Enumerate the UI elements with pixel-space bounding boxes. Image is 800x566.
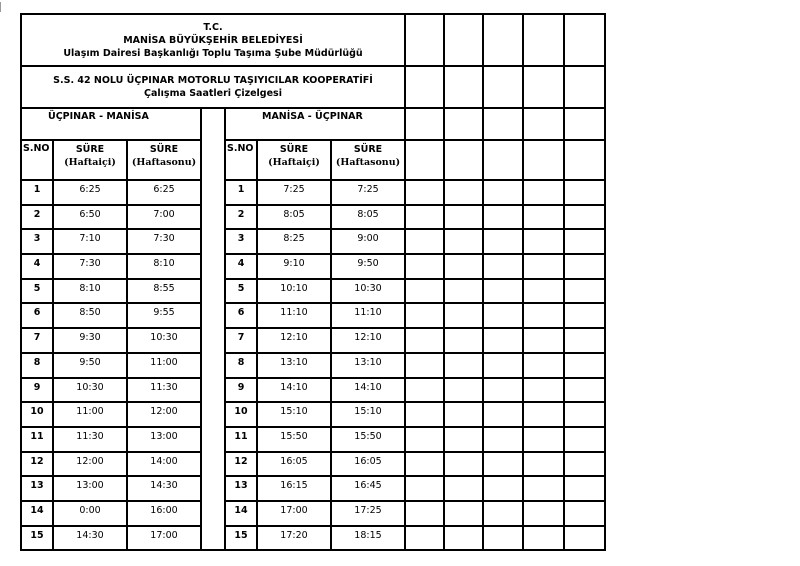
empty-cell	[484, 230, 524, 255]
empty-cell	[524, 141, 565, 181]
right-weekend-time: 15:10	[332, 403, 406, 428]
empty-cell	[406, 453, 445, 478]
sure-label: SÜRE	[279, 144, 309, 155]
right-row-number: 5	[226, 280, 258, 305]
right-weekday-time: 10:10	[258, 280, 332, 305]
right-weekend-time: 16:45	[332, 477, 406, 502]
left-row-number: 8	[22, 354, 54, 379]
left-row-number: 15	[22, 527, 54, 552]
left-weekday-time: 6:50	[54, 206, 128, 231]
left-row-number: 9	[22, 379, 54, 404]
empty-cell	[484, 15, 524, 67]
empty-cell	[445, 230, 484, 255]
empty-cell	[565, 255, 606, 280]
left-weekday-time: 9:30	[54, 329, 128, 354]
empty-cell	[406, 428, 445, 453]
empty-cell	[484, 502, 524, 527]
right-weekday-time: 14:10	[258, 379, 332, 404]
empty-cell	[484, 67, 524, 109]
empty-cell	[565, 67, 606, 109]
empty-cell	[484, 527, 524, 552]
right-weekend-time: 18:15	[332, 527, 406, 552]
empty-cell	[524, 181, 565, 206]
right-weekend-time: 9:50	[332, 255, 406, 280]
right-weekend-time: 17:25	[332, 502, 406, 527]
table-gap	[202, 304, 226, 329]
empty-cell	[524, 329, 565, 354]
empty-cell	[565, 15, 606, 67]
right-weekday-time: 17:00	[258, 502, 332, 527]
page-edge-mark	[0, 2, 1, 12]
empty-cell	[445, 379, 484, 404]
empty-cell	[445, 502, 484, 527]
left-row-number: 2	[22, 206, 54, 231]
empty-cell	[406, 329, 445, 354]
empty-cell	[484, 428, 524, 453]
right-row-number: 12	[226, 453, 258, 478]
empty-cell	[406, 230, 445, 255]
empty-cell	[484, 280, 524, 305]
table-gap	[202, 502, 226, 527]
empty-cell	[406, 379, 445, 404]
empty-cell	[406, 527, 445, 552]
empty-cell	[406, 141, 445, 181]
cooperative-name: S.S. 42 NOLU ÜÇPINAR MOTORLU TAŞIYICILAR KOOPERATİFİ	[53, 75, 373, 86]
left-weekday-time: 12:00	[54, 453, 128, 478]
weekday-header-left	[54, 141, 128, 181]
right-row-number: 8	[226, 354, 258, 379]
empty-cell	[445, 304, 484, 329]
right-weekday-time: 12:10	[258, 329, 332, 354]
empty-cell	[484, 109, 524, 141]
left-row-number: 6	[22, 304, 54, 329]
left-weekend-time: 8:10	[128, 255, 202, 280]
empty-cell	[484, 329, 524, 354]
left-row-number: 12	[22, 453, 54, 478]
table-gap	[202, 255, 226, 280]
left-weekday-time: 14:30	[54, 527, 128, 552]
empty-cell	[565, 206, 606, 231]
left-weekday-time: 0:00	[54, 502, 128, 527]
left-row-number: 13	[22, 477, 54, 502]
weekday-label: (Haftaiçi)	[268, 157, 320, 168]
left-weekday-time: 9:50	[54, 354, 128, 379]
empty-cell	[406, 354, 445, 379]
sure-label: SÜRE	[353, 144, 383, 155]
weekend-header-right	[332, 141, 406, 181]
empty-cell	[565, 453, 606, 478]
empty-cell	[445, 67, 484, 109]
left-row-number: 14	[22, 502, 54, 527]
left-row-number: 11	[22, 428, 54, 453]
left-weekend-time: 14:30	[128, 477, 202, 502]
empty-cell	[445, 477, 484, 502]
empty-cell	[524, 67, 565, 109]
right-weekend-time: 12:10	[332, 329, 406, 354]
schedule-title: Çalışma Saatleri Çizelgesi	[144, 88, 282, 99]
table-gap	[202, 453, 226, 478]
left-weekend-time: 11:00	[128, 354, 202, 379]
right-row-number: 2	[226, 206, 258, 231]
left-weekday-time: 13:00	[54, 477, 128, 502]
weekend-label: (Haftasonu)	[335, 157, 401, 168]
right-weekday-time: 7:25	[258, 181, 332, 206]
right-row-number: 10	[226, 403, 258, 428]
right-weekend-time: 15:50	[332, 428, 406, 453]
right-row-number: 9	[226, 379, 258, 404]
right-weekday-time: 13:10	[258, 354, 332, 379]
weekday-label: (Haftaiçi)	[64, 157, 116, 168]
route-right-title: MANİSA - ÜÇPINAR	[226, 109, 406, 141]
right-weekend-time: 13:10	[332, 354, 406, 379]
right-weekday-time: 15:10	[258, 403, 332, 428]
right-weekday-time: 15:50	[258, 428, 332, 453]
empty-cell	[524, 109, 565, 141]
left-weekday-time: 6:25	[54, 181, 128, 206]
empty-cell	[484, 403, 524, 428]
empty-cell	[524, 280, 565, 305]
empty-cell	[565, 230, 606, 255]
left-weekday-time: 8:10	[54, 280, 128, 305]
right-weekday-time: 8:05	[258, 206, 332, 231]
left-weekend-time: 16:00	[128, 502, 202, 527]
empty-cell	[484, 453, 524, 478]
empty-cell	[406, 304, 445, 329]
right-weekend-time: 10:30	[332, 280, 406, 305]
table-gap	[202, 527, 226, 552]
title-line-2: MANİSA BÜYÜKŞEHİR BELEDİYESİ	[123, 34, 303, 46]
empty-cell	[445, 206, 484, 231]
empty-cell	[524, 477, 565, 502]
empty-cell	[524, 527, 565, 552]
sure-label: SÜRE	[75, 144, 105, 155]
left-weekend-time: 9:55	[128, 304, 202, 329]
left-weekend-time: 10:30	[128, 329, 202, 354]
right-row-number: 1	[226, 181, 258, 206]
sno-header-right: S.NO	[226, 141, 258, 181]
empty-cell	[484, 181, 524, 206]
empty-cell	[406, 255, 445, 280]
table-gap	[202, 109, 226, 141]
table-gap	[202, 181, 226, 206]
empty-cell	[406, 67, 445, 109]
title-line-1: T.C.	[203, 21, 223, 33]
left-weekday-time: 10:30	[54, 379, 128, 404]
left-weekday-time: 8:50	[54, 304, 128, 329]
sno-header-left: S.NO	[22, 141, 54, 181]
empty-cell	[565, 428, 606, 453]
right-weekday-time: 17:20	[258, 527, 332, 552]
empty-cell	[445, 527, 484, 552]
empty-cell	[406, 403, 445, 428]
right-row-number: 3	[226, 230, 258, 255]
empty-cell	[445, 453, 484, 478]
right-weekday-time: 9:10	[258, 255, 332, 280]
right-row-number: 6	[226, 304, 258, 329]
right-row-number: 14	[226, 502, 258, 527]
empty-cell	[565, 109, 606, 141]
table-gap	[202, 428, 226, 453]
right-row-number: 4	[226, 255, 258, 280]
empty-cell	[445, 109, 484, 141]
empty-cell	[565, 403, 606, 428]
empty-cell	[406, 280, 445, 305]
empty-cell	[445, 141, 484, 181]
table-gap	[202, 477, 226, 502]
right-row-number: 15	[226, 527, 258, 552]
empty-cell	[445, 329, 484, 354]
empty-cell	[445, 255, 484, 280]
left-row-number: 3	[22, 230, 54, 255]
left-weekend-time: 14:00	[128, 453, 202, 478]
empty-cell	[484, 304, 524, 329]
left-row-number: 10	[22, 403, 54, 428]
empty-cell	[524, 255, 565, 280]
empty-cell	[445, 181, 484, 206]
left-weekday-time: 11:30	[54, 428, 128, 453]
left-weekend-time: 11:30	[128, 379, 202, 404]
left-weekend-time: 17:00	[128, 527, 202, 552]
empty-cell	[524, 354, 565, 379]
empty-cell	[565, 379, 606, 404]
left-row-number: 4	[22, 255, 54, 280]
weekend-header-left	[128, 141, 202, 181]
left-weekend-time: 7:00	[128, 206, 202, 231]
title-block	[22, 15, 406, 67]
right-weekday-time: 16:05	[258, 453, 332, 478]
empty-cell	[524, 304, 565, 329]
empty-cell	[565, 354, 606, 379]
empty-cell	[524, 453, 565, 478]
empty-cell	[406, 206, 445, 231]
left-row-number: 5	[22, 280, 54, 305]
left-weekend-time: 7:30	[128, 230, 202, 255]
empty-cell	[445, 354, 484, 379]
table-gap	[202, 403, 226, 428]
table-gap	[202, 379, 226, 404]
empty-cell	[445, 428, 484, 453]
left-weekday-time: 7:10	[54, 230, 128, 255]
empty-cell	[524, 206, 565, 231]
left-row-number: 1	[22, 181, 54, 206]
empty-cell	[406, 15, 445, 67]
right-weekend-time: 9:00	[332, 230, 406, 255]
empty-cell	[565, 527, 606, 552]
empty-cell	[524, 428, 565, 453]
empty-cell	[565, 304, 606, 329]
right-weekday-time: 8:25	[258, 230, 332, 255]
empty-cell	[565, 477, 606, 502]
right-weekday-time: 11:10	[258, 304, 332, 329]
left-weekday-time: 11:00	[54, 403, 128, 428]
table-gap	[202, 280, 226, 305]
left-weekend-time: 6:25	[128, 181, 202, 206]
table-gap	[202, 354, 226, 379]
left-weekend-time: 8:55	[128, 280, 202, 305]
left-row-number: 7	[22, 329, 54, 354]
right-weekday-time: 16:15	[258, 477, 332, 502]
empty-cell	[406, 477, 445, 502]
empty-cell	[524, 15, 565, 67]
weekend-label: (Haftasonu)	[131, 157, 197, 168]
empty-cell	[565, 141, 606, 181]
empty-cell	[484, 141, 524, 181]
left-weekday-time: 7:30	[54, 255, 128, 280]
table-gap	[202, 230, 226, 255]
right-row-number: 11	[226, 428, 258, 453]
schedule-table	[20, 13, 606, 551]
empty-cell	[445, 403, 484, 428]
right-weekend-time: 11:10	[332, 304, 406, 329]
right-weekend-time: 14:10	[332, 379, 406, 404]
left-weekend-time: 13:00	[128, 428, 202, 453]
empty-cell	[484, 255, 524, 280]
empty-cell	[524, 403, 565, 428]
empty-cell	[484, 477, 524, 502]
right-weekend-time: 16:05	[332, 453, 406, 478]
table-gap	[202, 329, 226, 354]
right-row-number: 13	[226, 477, 258, 502]
title-line-3: Ulaşım Dairesi Başkanlığı Toplu Taşıma Şube Müdürlüğü	[63, 47, 363, 59]
empty-cell	[565, 280, 606, 305]
empty-cell	[406, 109, 445, 141]
right-row-number: 7	[226, 329, 258, 354]
empty-cell	[406, 181, 445, 206]
empty-cell	[524, 379, 565, 404]
route-left-title: ÜÇPINAR - MANİSA	[22, 109, 202, 141]
weekday-header-right	[258, 141, 332, 181]
empty-cell	[565, 502, 606, 527]
empty-cell	[445, 15, 484, 67]
empty-cell	[565, 329, 606, 354]
subtitle-block	[22, 67, 406, 109]
empty-cell	[484, 354, 524, 379]
right-weekend-time: 7:25	[332, 181, 406, 206]
table-gap	[202, 206, 226, 231]
right-weekend-time: 8:05	[332, 206, 406, 231]
empty-cell	[565, 181, 606, 206]
empty-cell	[524, 502, 565, 527]
empty-cell	[445, 280, 484, 305]
empty-cell	[484, 379, 524, 404]
empty-cell	[406, 502, 445, 527]
sure-label: SÜRE	[149, 144, 179, 155]
empty-cell	[524, 230, 565, 255]
left-weekend-time: 12:00	[128, 403, 202, 428]
table-gap	[202, 141, 226, 181]
empty-cell	[484, 206, 524, 231]
